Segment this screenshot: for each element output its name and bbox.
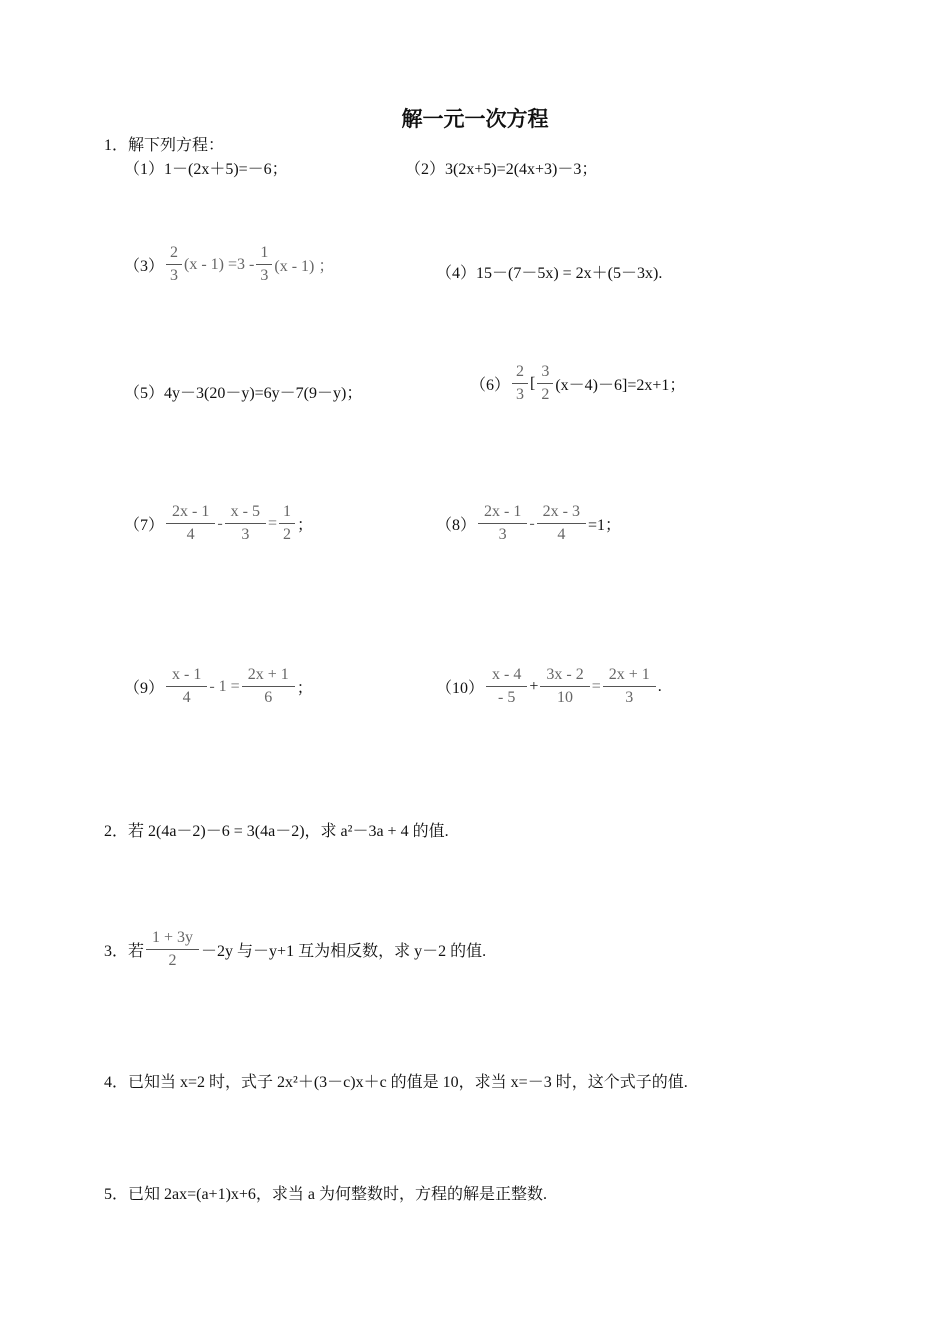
fraction-denominator: 6 [264, 689, 273, 706]
fraction [242, 666, 295, 707]
problem-6-label: （6） [470, 377, 511, 394]
fraction-denominator: 4 [182, 689, 191, 706]
problem-8-label: （8） [436, 517, 477, 534]
fraction-denominator: - 5 [498, 689, 516, 706]
question-5: 5．已知 2ax=(a+1)x+6，求当 a 为何整数时，方程的解是正整数. [104, 1186, 548, 1203]
expression-text: [ [530, 374, 536, 392]
expression-text: - [217, 514, 223, 532]
problem-5: （5）4y－3(20－y)=6y－7(9－y)； [124, 385, 363, 402]
problem-10 [436, 666, 662, 707]
fraction [225, 503, 266, 544]
fraction [512, 363, 528, 404]
fraction-denominator: 2 [283, 526, 292, 543]
problem-3 [124, 244, 334, 285]
fraction-numerator: 2x - 1 [478, 503, 527, 524]
question-2: 2．若 2(4a－2)－6 = 3(4a－2)，求 a²－3a + 4 的值. [104, 823, 449, 840]
fraction [486, 666, 527, 707]
fraction-numerator: x - 4 [486, 666, 527, 687]
problem-8 [436, 503, 621, 544]
fraction-numerator: 2 [166, 244, 182, 265]
fraction [279, 503, 295, 544]
fraction-denominator: 3 [170, 267, 179, 284]
question-3-label: 3．若 [104, 943, 145, 960]
expression-text: =1； [588, 517, 622, 534]
question-3 [104, 929, 486, 970]
fraction [256, 244, 272, 285]
fraction-denominator: 3 [241, 526, 250, 543]
fraction-numerator: 2x - 1 [166, 503, 215, 524]
fraction-numerator: 1 [256, 244, 272, 265]
fraction-numerator: 2x + 1 [603, 666, 656, 687]
fraction [540, 666, 589, 707]
expression-text: －2y 与－y+1 互为相反数，求 y－2 的值. [201, 943, 487, 960]
fraction-denominator: 3 [260, 267, 269, 284]
expression-text: (x - 1) =3 - [184, 255, 255, 273]
fraction-numerator: x - 5 [225, 503, 266, 524]
fraction-denominator: 3 [498, 526, 507, 543]
fraction-numerator: 3 [537, 363, 553, 384]
fraction-numerator: 3x - 2 [540, 666, 589, 687]
expression-text: (x－4)－6]=2x+1； [555, 377, 686, 394]
fraction-numerator: 2 [512, 363, 528, 384]
problem-3-label: （3） [124, 258, 165, 275]
fraction-numerator: 2x - 3 [537, 503, 586, 524]
expression-text: ； [297, 517, 314, 534]
problem-2: （2）3(2x+5)=2(4x+3)－3； [405, 161, 598, 178]
fraction [166, 503, 215, 544]
page-title: 解一元一次方程 [401, 107, 549, 131]
expression-text: (x - 1) ； [274, 258, 335, 275]
fraction-denominator: 10 [557, 689, 574, 706]
expression-text: . [657, 677, 662, 695]
problem-9-label: （9） [124, 680, 165, 697]
expression-text: - [529, 514, 535, 532]
expression-text: ； [296, 680, 313, 697]
fraction [603, 666, 656, 707]
problem-6 [470, 363, 685, 404]
expression-text: = [268, 514, 278, 532]
fraction [146, 929, 199, 970]
fraction-denominator: 4 [186, 526, 195, 543]
problem-1: （1）1－(2x＋5)=－6； [124, 161, 288, 178]
fraction-denominator: 3 [516, 386, 525, 403]
fraction [537, 363, 553, 404]
fraction-numerator: 1 [279, 503, 295, 524]
fraction-denominator: 2 [541, 386, 550, 403]
fraction-denominator: 3 [625, 689, 634, 706]
fraction [537, 503, 586, 544]
fraction-numerator: 1 + 3y [146, 929, 199, 950]
fraction-numerator: x - 1 [166, 666, 207, 687]
fraction [166, 244, 182, 285]
fraction-denominator: 2 [168, 952, 177, 969]
question-4: 4．已知当 x=2 时，式子 2x²＋(3－c)x＋c 的值是 10，求当 x=－3 时，这个式子的值. [104, 1074, 688, 1091]
question-1-heading: 1．解下列方程： [104, 137, 225, 154]
problem-9 [124, 666, 313, 707]
expression-text: = [591, 677, 601, 695]
fraction-numerator: 2x + 1 [242, 666, 295, 687]
problem-7 [124, 503, 313, 544]
problem-10-label: （10） [436, 680, 485, 697]
problem-4: （4）15－(7－5x) = 2x＋(5－3x). [436, 265, 663, 282]
problem-7-label: （7） [124, 517, 165, 534]
expression-text: - 1 = [209, 677, 240, 695]
fraction [166, 666, 207, 707]
fraction [478, 503, 527, 544]
fraction-denominator: 4 [557, 526, 566, 543]
expression-text: + [529, 677, 539, 695]
